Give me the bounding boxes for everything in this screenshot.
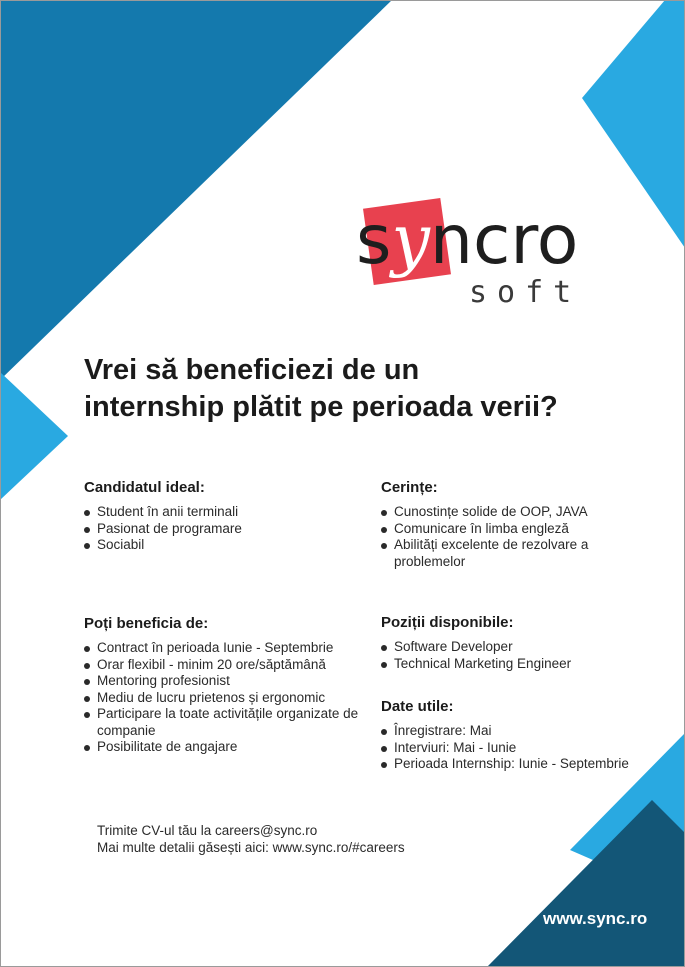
positions-title: Poziții disponibile: (381, 614, 514, 631)
list-item: Perioada Internship: Iunie - Septembrie (381, 756, 656, 773)
dates-title: Date utile: (381, 698, 454, 715)
contact-info (97, 822, 405, 856)
list-item: Pasionat de programare (84, 521, 354, 538)
logo-y-letter: y (391, 201, 430, 280)
positions-list (381, 639, 641, 672)
list-item: Technical Marketing Engineer (381, 656, 641, 673)
list-item: Software Developer (381, 639, 641, 656)
headline (84, 352, 624, 426)
list-item: Înregistrare: Mai (381, 723, 656, 740)
benefits-title: Poți beneficia de: (84, 615, 209, 632)
candidate-title: Candidatul ideal: (84, 479, 205, 496)
contact-email-line: Trimite CV-ul tău la careers@sync.ro (97, 823, 318, 838)
dates-list (381, 723, 656, 773)
requirements-list (381, 504, 621, 570)
requirements-title: Cerințe: (381, 479, 438, 496)
benefits-list (84, 640, 374, 756)
dates-section (381, 698, 656, 773)
list-item: Sociabil (84, 537, 354, 554)
contact-website-line: Mai multe detalii găsești aici: www.sync.ro/#careers (97, 840, 405, 855)
logo-word: syncro (356, 201, 579, 280)
logo-subtext: soft (469, 275, 582, 310)
list-item: Interviuri: Mai - Iunie (381, 740, 656, 757)
candidate-section (84, 479, 354, 554)
headline-line-1: Vrei să beneficiezi de un (84, 354, 420, 386)
website-url: www.sync.ro (543, 909, 648, 928)
requirements-section (381, 479, 621, 570)
benefits-section (84, 615, 374, 756)
positions-section (381, 614, 641, 672)
list-item: Mediu de lucru prietenos și ergonomic (84, 690, 374, 707)
list-item: Participare la toate activitățile organizate de companie (84, 706, 374, 739)
list-item: Abilități excelente de rezolvare a problemelor (381, 537, 621, 570)
list-item: Mentoring profesionist (84, 673, 374, 690)
list-item: Orar flexibil - minim 20 ore/săptămână (84, 657, 374, 674)
list-item: Posibilitate de angajare (84, 739, 374, 756)
candidate-list (84, 504, 354, 554)
list-item: Contract în perioada Iunie - Septembrie (84, 640, 374, 657)
list-item: Student în anii terminali (84, 504, 354, 521)
list-item: Comunicare în limba engleză (381, 521, 621, 538)
syncro-soft-logo (356, 203, 616, 313)
list-item: Cunostințe solide de OOP, JAVA (381, 504, 621, 521)
headline-line-2: internship plătit pe perioada verii? (84, 391, 558, 423)
